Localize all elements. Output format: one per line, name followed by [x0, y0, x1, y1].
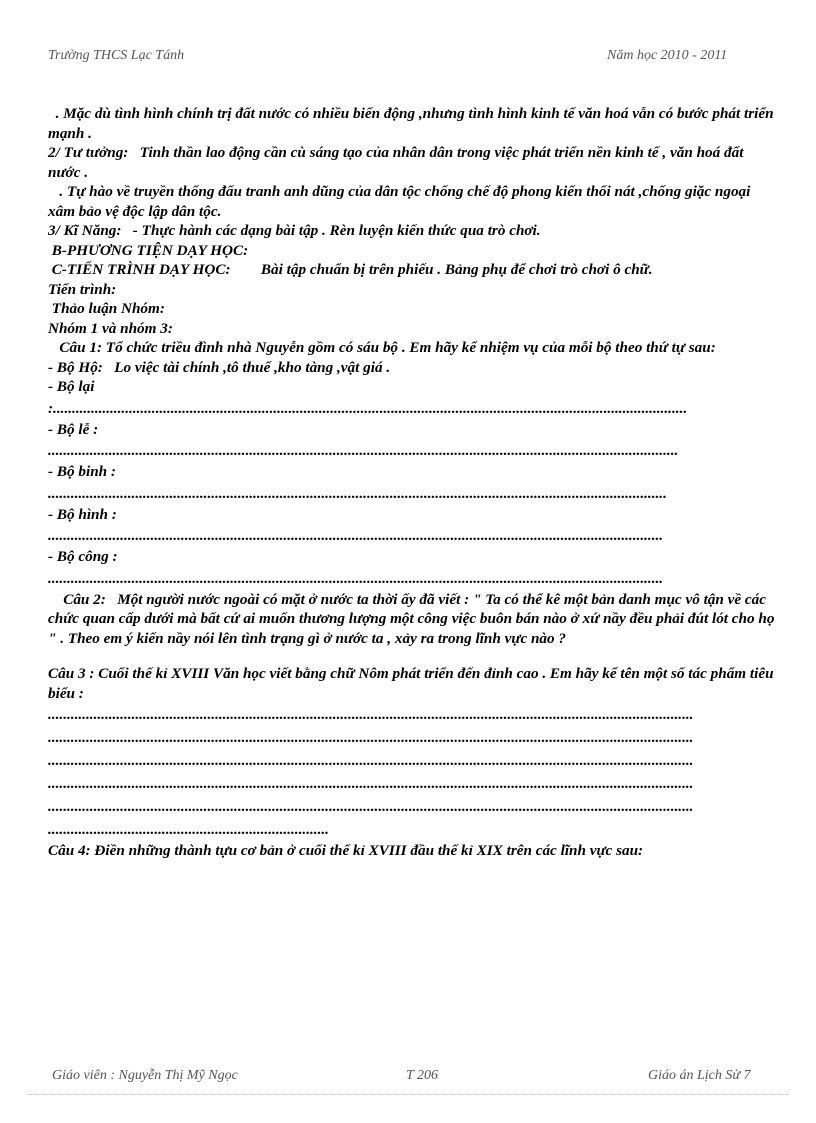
- group-label: Nhóm 1 và nhóm 3:: [48, 319, 173, 337]
- answer-line: ..................................................................................................................................................................: [48, 527, 664, 544]
- answer-line: ..........................................................................................................................................................................: [48, 775, 694, 792]
- section-b-heading: B-PHƯƠNG TIỆN DẠY HỌC:: [48, 241, 249, 259]
- question-4: Câu 4: Điền những thành tựu cơ bản ở cuối thế kỉ XVIII đầu thế kỉ XIX trên các lĩnh vực sau:: [48, 842, 644, 859]
- group-discussion-label: Thảo luận Nhóm:: [48, 300, 165, 317]
- ministry-finance: - Bộ Hộ: Lo việc tài chính ,tô thuế ,kho tàng ,vật giá .: [48, 358, 391, 376]
- ministry-war: - Bộ binh :: [48, 463, 116, 480]
- ministry-rites: - Bộ lễ :: [48, 420, 99, 438]
- paragraph-pride: . Tự hào về truyền thống đấu tranh anh dũng của dân tộc chống chế độ phong kiến thối nát ,chống giặc ngoại xâm bảo vệ độc lập dân tộc.: [48, 183, 755, 220]
- section-c-heading: C-TIẾN TRÌNH DẠY HỌC: Bài tập chuẩn bị trên phiếu . Bảng phụ để chơi trò chơi ô chữ.: [48, 261, 653, 278]
- footer-divider: [28, 1094, 788, 1095]
- ministry-personnel: - Bộ lại: [48, 378, 95, 395]
- paragraph-situation: . Mặc dù tình hình chính trị đất nước có nhiều biến động ,nhưng tình hình kinh tế văn hoá vẫn có bước phát triển mạnh .: [48, 105, 778, 142]
- question-2: Câu 2: Một người nước ngoài có mặt ở nước ta thời ấy đã viết : " Ta có thể kê một bản danh mục vô tận về các chức quan cấp dưới mà bất cứ ai muốn thương lượng một công việc buôn bán nào ở xứ nầy đều phải đút lót cho họ " . Theo em ý kiến nầy nói lên tình trạng gì ở nước ta , xảy ra trong lĩnh vực nào ?: [48, 590, 779, 647]
- answer-line: ..........................................................................................................................................................................: [48, 729, 694, 746]
- ministry-works: - Bộ công :: [48, 548, 118, 565]
- answer-line: ..........................................................................: [48, 821, 329, 838]
- answer-line: :.......................................................................................................................................................................: [48, 399, 688, 417]
- footer-teacher: Giáo viên : Nguyễn Thị Mỹ Ngọc: [52, 1068, 238, 1083]
- ministry-justice: - Bộ hình :: [48, 505, 117, 523]
- answer-line: ...................................................................................................................................................................: [48, 484, 667, 502]
- footer-lesson: Giáo án Lịch Sử 7: [648, 1068, 751, 1083]
- answer-line: ..........................................................................................................................................................................: [48, 752, 694, 769]
- header-school: Trường THCS Lạc Tánh: [48, 48, 185, 63]
- paragraph-skills: 3/ Kĩ Năng: - Thực hành các dạng bài tập . Rèn luyện kiến thức qua trò chơi.: [48, 222, 541, 239]
- answer-line: ..........................................................................................................................................................................: [48, 706, 694, 723]
- document-body: [48, 104, 778, 861]
- question-1: Câu 1: Tổ chức triều đình nhà Nguyễn gồm có sáu bộ . Em hãy kể nhiệm vụ của mỗi bộ theo thứ tự sau:: [48, 339, 716, 356]
- question-3: Câu 3 : Cuối thế kỉ XVIII Văn học viết bằng chữ Nôm phát triển đến đỉnh cao . Em hãy kể tên một số tác phẩm tiêu biểu :: [48, 665, 778, 702]
- footer-page-number: T 206: [406, 1068, 439, 1083]
- paragraph-ideology: 2/ Tư tưởng: Tinh thần lao động cần cù sáng tạo của nhân dân trong việc phát triển nền kinh tế , văn hoá đất nước .: [48, 144, 748, 181]
- progress-label: Tiến trình:: [48, 280, 117, 298]
- answer-line: ......................................................................................................................................................................: [48, 442, 679, 459]
- answer-line: ..........................................................................................................................................................................: [48, 798, 694, 815]
- header-year: Năm học 2010 - 2011: [607, 48, 728, 63]
- answer-line: ..................................................................................................................................................................: [48, 569, 664, 587]
